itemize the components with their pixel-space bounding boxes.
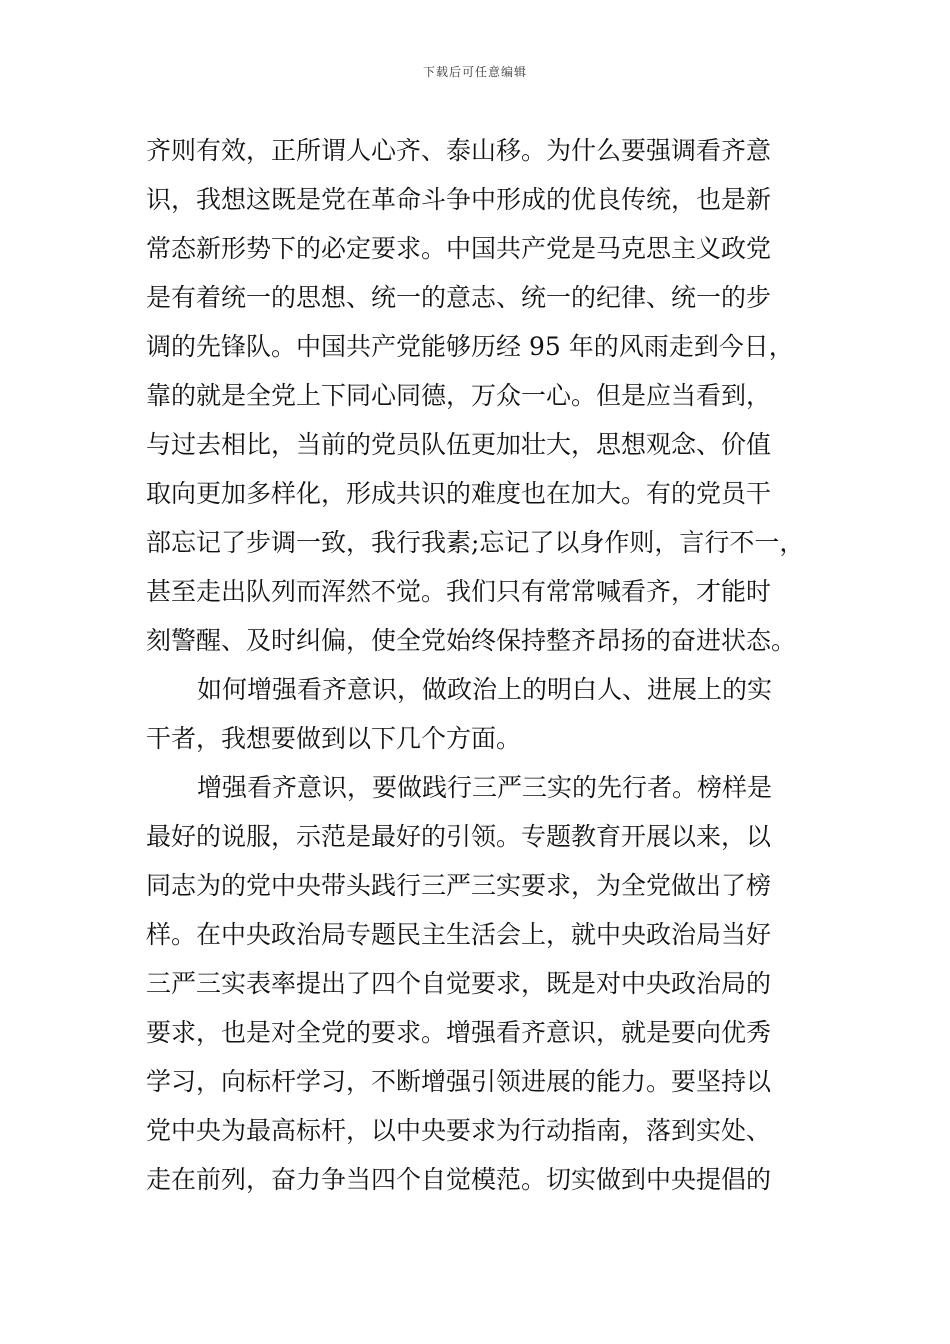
text-line: 齐则有效，正所谓人心齐、泰山移。为什么要强调看齐意 bbox=[146, 136, 772, 165]
text-line: 与过去相比，当前的党员队伍更加壮大，思想观念、价值 bbox=[146, 430, 772, 459]
page-header: 下载后可任意编辑 bbox=[422, 65, 527, 79]
text-line: 样。在中央政治局专题民主生活会上，就中央政治局当好 bbox=[146, 920, 772, 949]
text-line: 三严三实表率提出了四个自觉要求，既是对中央政治局的 bbox=[146, 969, 772, 998]
text-line: 是有着统一的思想、统一的意志、统一的纪律、统一的步 bbox=[146, 283, 772, 312]
paragraph-3 bbox=[146, 763, 810, 1204]
text-line: 走在前列，奋力争当四个自觉模范。切实做到中央提倡的 bbox=[146, 1165, 772, 1194]
text-line: 增强看齐意识，要做践行三严三实的先行者。榜样是 bbox=[197, 773, 773, 802]
text-line: 学习，向标杆学习，不断增强引领进展的能力。要坚持以 bbox=[146, 1067, 772, 1096]
text-line: 识，我想这既是党在革命斗争中形成的优良传统，也是新 bbox=[146, 185, 772, 214]
text-line: 靠的就是全党上下同心同德，万众一心。但是应当看到， bbox=[146, 381, 772, 410]
body-text bbox=[146, 126, 810, 1204]
text-line: 干者，我想要做到以下几个方面。 bbox=[146, 724, 522, 753]
paragraph-2 bbox=[146, 665, 810, 763]
paragraph-1 bbox=[146, 126, 810, 665]
text-line: 刻警醒、及时纠偏，使全党始终保持整齐昂扬的奋进状态。 bbox=[146, 626, 797, 655]
text-line: 同志为的党中央带头践行三严三实要求，为全党做出了榜 bbox=[146, 871, 772, 900]
text-line: 调的先锋队。中国共产党能够历经 95 年的风雨走到今日， bbox=[146, 332, 794, 361]
text-line: 如何增强看齐意识，做政治上的明白人、进展上的实 bbox=[197, 675, 773, 704]
text-line: 最好的说服，示范是最好的引领。专题教育开展以来，以 bbox=[146, 822, 772, 851]
text-line: 部忘记了步调一致，我行我素;忘记了以身作则，言行不一， bbox=[146, 528, 805, 557]
text-line: 取向更加多样化，形成共识的难度也在加大。有的党员干 bbox=[146, 479, 772, 508]
text-line: 党中央为最高标杆，以中央要求为行动指南，落到实处、 bbox=[146, 1116, 772, 1145]
text-line: 要求，也是对全党的要求。增强看齐意识，就是要向优秀 bbox=[146, 1018, 772, 1047]
text-line: 甚至走出队列而浑然不觉。我们只有常常喊看齐，才能时 bbox=[146, 577, 772, 606]
text-line: 常态新形势下的必定要求。中国共产党是马克思主义政党 bbox=[146, 234, 772, 263]
